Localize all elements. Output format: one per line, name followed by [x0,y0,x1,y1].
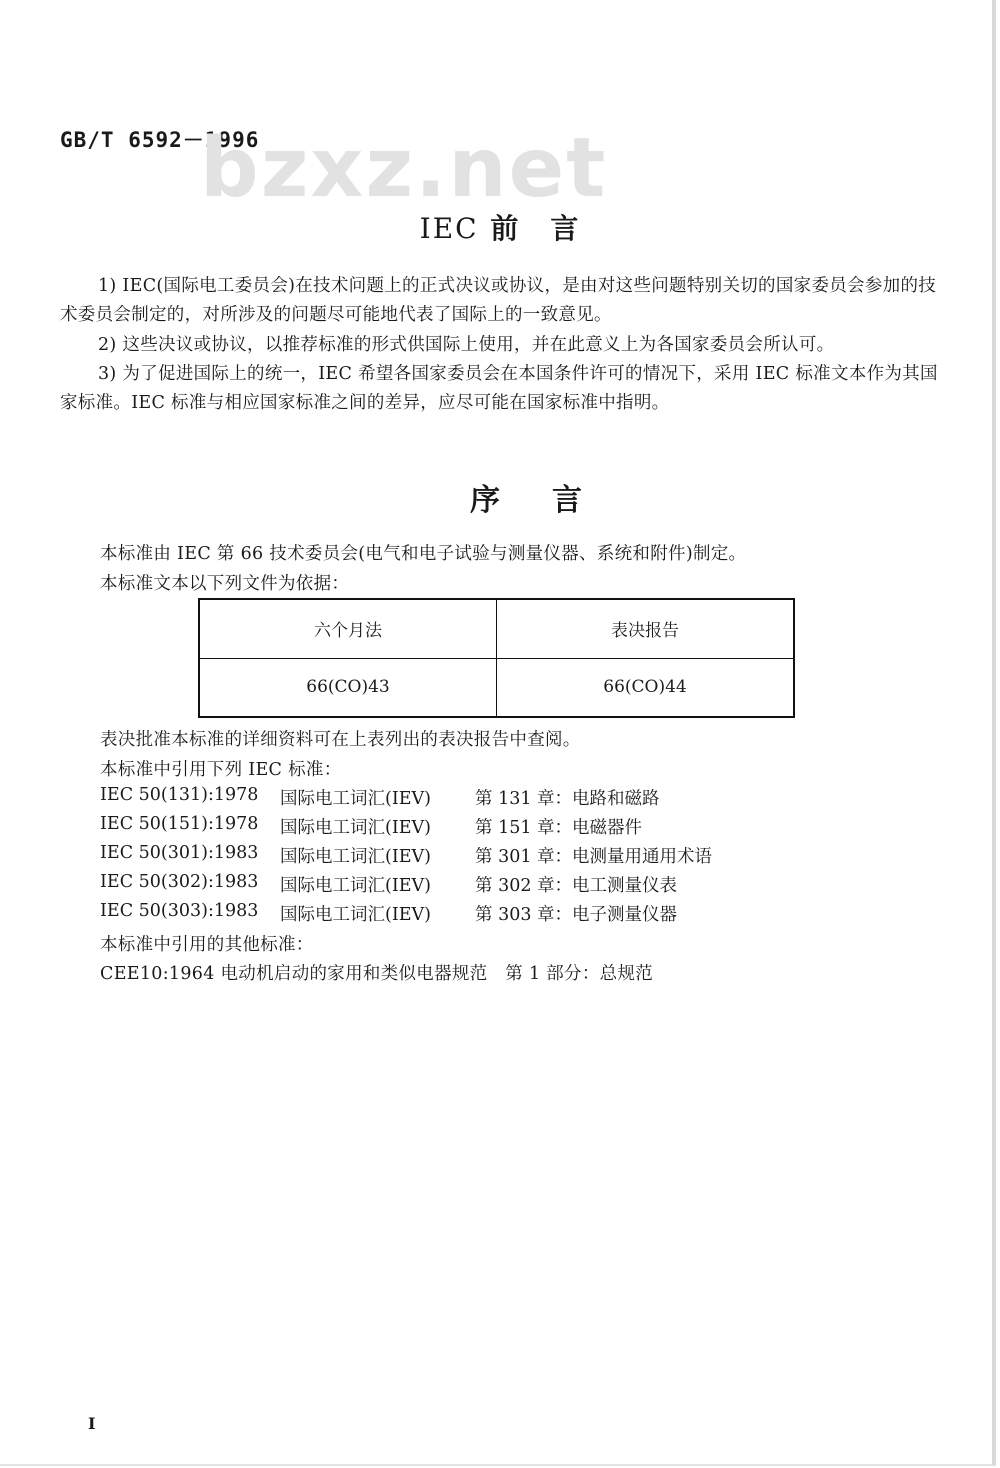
ref-code: IEC 50(303):1983 [100,901,259,921]
ref-chapter: 第 301 章：电测量用通用术语 [475,847,713,867]
ref-chapter: 第 302 章：电工测量仪表 [475,876,678,896]
iec-foreword-title-cn: 前 言 [490,212,581,245]
watermark: bzxz.net [200,121,608,216]
ref-code: IEC 50(302):1983 [100,872,259,892]
table-row [199,658,794,717]
table-header-row [199,599,794,658]
ref-vocab: 国际电工词汇(IEV) [280,789,431,809]
other-ref: CEE10:1964 电动机启动的家用和类似电器规范 第 1 部分：总规范 [100,964,654,984]
preface-intro-1: 本标准由 IEC 第 66 技术委员会(电气和电子试验与测量仪器、系统和附件)制定。 [100,544,747,564]
table-cell: 66(CO)43 [199,658,497,717]
ref-code: IEC 50(151):1978 [100,814,259,834]
iec-foreword-title [0,207,1000,247]
ref-vocab: 国际电工词汇(IEV) [280,905,431,925]
iec-foreword-paragraph-3: 3) 为了促进国际上的统一，IEC 希望各国家委员会在本国条件许可的情况下，采用 IEC 标准文本作为其国家标准。IEC 标准与相应国家标准之间的差异，应尽可能在国家标准中指明。 [60,364,938,413]
page-number: I [88,1414,96,1433]
basis-documents-table [198,598,795,718]
iec-foreword-paragraph-2: 2) 这些决议或协议，以推荐标准的形式供国际上使用，并在此意义上为各国家委员会所认可。 [98,335,835,355]
ref-code: IEC 50(301):1983 [100,843,259,863]
iec-foreword-title-latin: IEC [419,212,479,245]
after-table-note: 表决批准本标准的详细资料可在上表列出的表决报告中查阅。 [100,730,581,750]
ref-chapter: 第 131 章：电路和磁路 [475,789,660,809]
ref-code: IEC 50(131):1978 [100,785,259,805]
standard-number: GB/T 6592－1996 [60,128,260,152]
ref-chapter: 第 151 章：电磁器件 [475,818,643,838]
ref-vocab: 国际电工词汇(IEV) [280,818,431,838]
ref-chapter: 第 303 章：电子测量仪器 [475,905,678,925]
preface-intro-2: 本标准文本以下列文件为依据： [100,574,350,594]
other-refs-intro: 本标准中引用的其他标准： [100,935,314,955]
preface-title: 序言 [470,483,634,518]
ref-vocab: 国际电工词汇(IEV) [280,876,431,896]
table-cell: 66(CO)44 [497,658,795,717]
iec-refs-intro: 本标准中引用下列 IEC 标准： [100,760,342,780]
ref-vocab: 国际电工词汇(IEV) [280,847,431,867]
table-header-cell: 表决报告 [497,599,795,658]
table-header-cell: 六个月法 [199,599,497,658]
iec-foreword-paragraph-1: 1) IEC(国际电工委员会)在技术问题上的正式决议或协议，是由对这些问题特别关切的国家委员会参加的技术委员会制定的，对所涉及的问题尽可能地代表了国际上的一致意见。 [60,276,937,325]
